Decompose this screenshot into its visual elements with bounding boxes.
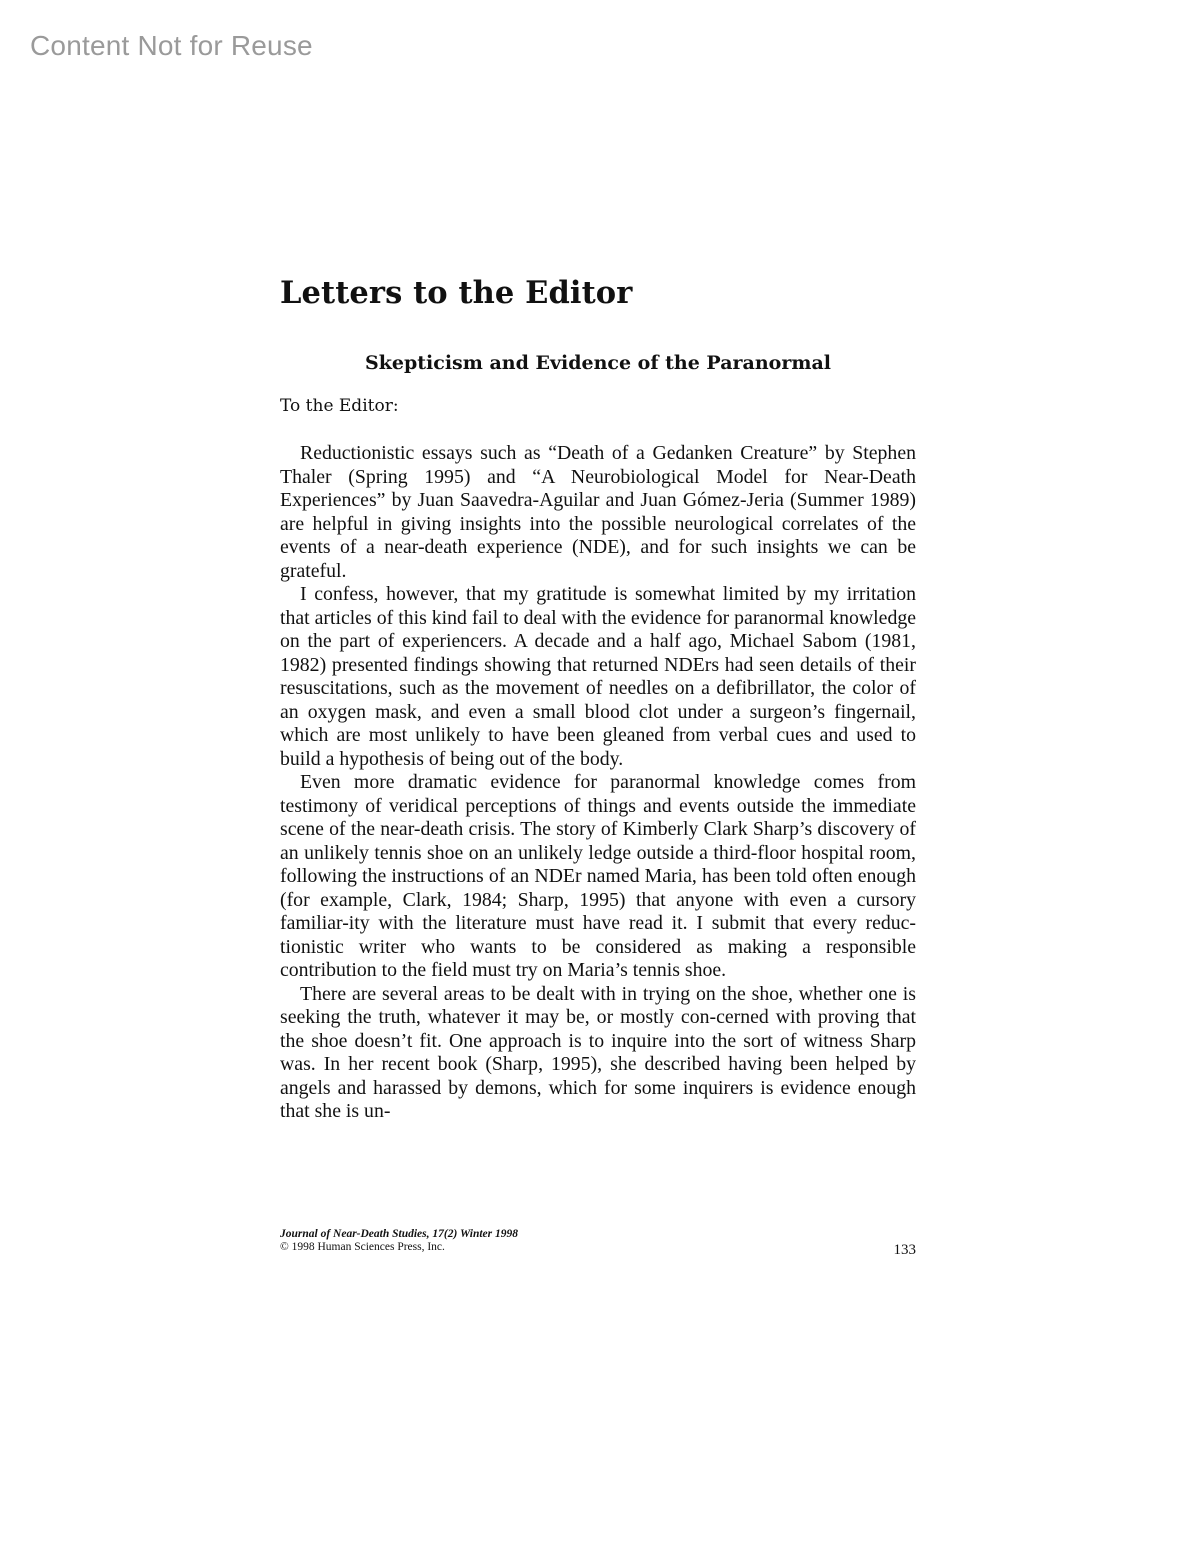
copyright-notice: © 1998 Human Sciences Press, Inc.	[280, 1241, 445, 1253]
paragraph: Even more dramatic evidence for paranormal knowledge comes from testimony of veridical perceptions of things and events outside the immediate scene of the near-death crisis. The story of Kimberly Clark Sharp’s discovery of an unlikely tennis shoe on an unlikely ledge outside a third-floor hospital room, following the instructions of an NDEr named Maria, has been told often enough (for example, Clark, 1984; Sharp, 1995) that anyone with even a cursory familiar-ity with the literature must have read it. I submit that every reduc-tionistic writer who wants to be considered as making a responsible contribution to the field must try on Maria’s tennis shoe.	[280, 771, 916, 981]
paragraph: Reductionistic essays such as “Death of a Gedanken Creature” by Stephen Thaler (Spring 1995) and “A Neurobiological Model for Near-Death Experiences” by Juan Saavedra-Aguilar and Juan Gómez-Jeria (Summer 1989) are helpful in giving insights into the possible neurological correlates of the events of a near-death experience (NDE), and for such insights we can be grateful.	[280, 442, 916, 582]
page-number: 133	[893, 1242, 916, 1258]
letter-body	[280, 442, 916, 1124]
document-page	[280, 270, 916, 1258]
journal-citation: Journal of Near-Death Studies, 17(2) Winter 1998	[280, 1228, 519, 1240]
watermark: Content Not for Reuse	[30, 30, 313, 61]
page-footer	[280, 1228, 916, 1258]
paragraph: There are several areas to be dealt with in trying on the shoe, whether one is seeking the truth, whatever it may be, or mostly con-cerned with proving that the shoe doesn’t fit. One approach is to inquire into the sort of witness Sharp was. In her recent book (Sharp, 1995), she described having been helped by angels and harassed by demons, which for some inquirers is evidence enough that she is un-	[280, 982, 916, 1122]
salutation: To the Editor:	[280, 396, 399, 416]
paragraph: I confess, however, that my gratitude is somewhat limited by my irritation that articles of this kind fail to deal with the evidence for paranormal knowledge on the part of experiencers. A decade and a half ago, Michael Sabom (1981, 1982) presented findings showing that returned NDErs had seen details of their resuscitations, such as the movement of needles on a defibrillator, the color of an oxygen mask, and even a small blood clot under a surgeon’s fingernail, which are most unlikely to have been gleaned from verbal cues and used to build a hypothesis of being out of the body.	[280, 583, 916, 770]
letter-title: Skepticism and Evidence of the Paranormal	[365, 352, 831, 374]
section-title: Letters to the Editor	[280, 275, 633, 311]
